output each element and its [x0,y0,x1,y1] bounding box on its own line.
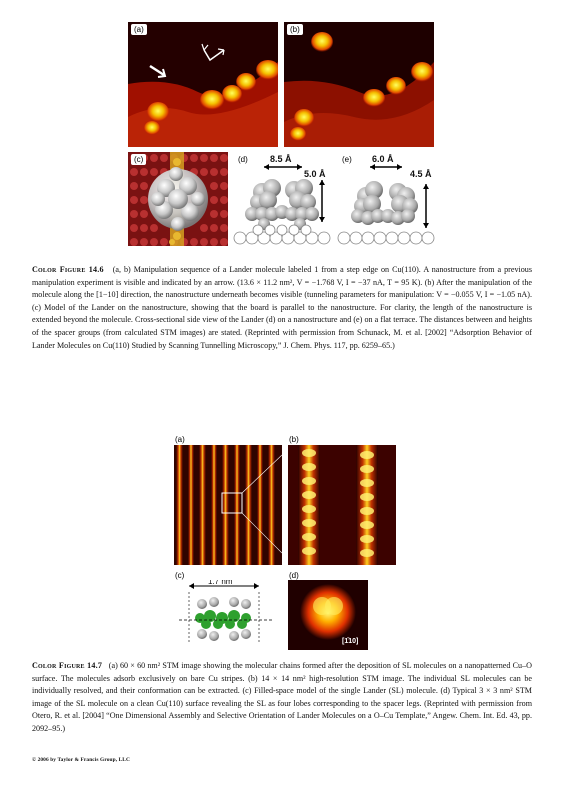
cross-section-e-graphic [336,152,436,246]
height-label-d: 5.0 Å [304,169,326,179]
panel-label-e: (e) [342,155,352,164]
panel-label-c: (c) [131,154,146,165]
stm-image-b-graphic [284,22,434,147]
stm-image-b [284,22,434,147]
width-label-d: 8.5 Å [270,154,292,164]
height-label-e: 4.5 Å [410,169,432,179]
filled-space-model-c [174,580,282,650]
cross-section-d [232,152,332,246]
cross-section-d-graphic [232,152,332,246]
panel-label-b: (b) [287,24,303,35]
stm-image-a [128,22,278,147]
stm-image-single-molecule-d [288,580,368,650]
stm-image-chains-a [174,445,282,565]
stm-image-chains-a-graphic [174,445,282,565]
figure-label-2: Color Figure 14.7 [32,661,103,670]
cross-section-e [336,152,436,246]
panel-label-c2: (c) [175,571,185,580]
stm-image-chains-b [288,445,396,565]
figure-label: Color Figure 14.6 [32,265,104,274]
scale-label: 1.7 nm [208,580,233,586]
panel-label-a: (a) [131,24,147,35]
direction-label: [1̄10] [342,638,359,645]
arrow-icon [128,22,278,147]
copyright-footer: © 2006 by Taylor & Francis Group, LLC [32,757,130,763]
panel-label-a2-outer: (a) [175,435,185,444]
panel-label-d2: (d) [289,571,299,580]
panel-label-d: (d) [238,155,248,164]
figure-caption-text-2: (a) 60 × 60 nm² STM image showing the molecular chains formed after the deposition of SL molecules on a nanopatterned Cu–O surface. The molecules adsorb exclusively on bare Cu stripes. (b) 14 × 14 nm² high-resolution STM image. The individual SL molecules can be individually resolved, and their conformation can be extracted. (c) Filled-space model of the single Lander (SL) molecule. (d) Typical 3 × 3 nm² STM image of the SL molecule on a clean Cu(110) surface revealing the SL as four lobes corresponding to the spacer legs. (Reprinted with permission from Otero, R. et al. [2004] “One Dimensional Assembly and Selective Orientation of Lander Molecules on a O–Cu Template,” Angew. Chem. Int. Ed. 43, pp. 2092–95.) [32,661,532,733]
panel-label-b2: (b) [289,435,299,444]
figure-caption-text: (a, b) Manipulation sequence of a Lander molecule labeled 1 from a step edge on Cu(110). A nanostructure from a previous manipulation experiment is visible and indicated by an arrow. (13.6 × 11.2 nm², V = −1.768 V, I = −37 nA, T = 95 K). (b) After the manipulation of the molecule along the [1−10] direction, the nanostructure underneath becomes visible (tunneling parameters for manipulation: V = −0.055 V, I = −1.05 nA). (c) Model of the Lander on the nanostructure, showing that the board is parallel to the nanostructure. For clarity, the length of the nanostructure is extended beyond the molecule. Cross-sectional side view of the Lander (d) on a nanostructure and (e) on a flat terrace. The distances between and heights of the spacer groups (from calculated STM images) are stated. (Reprinted with permission from Schunack, M. et al. [2002] “Adsorption Behavior of Lander Molecules on Cu(110) Studied by Scanning Tunnelling Microscopy,” J. Chem. Phys. 117, pp. 6259–65.) [32,265,532,350]
stm-image-chains-b-graphic [288,445,396,565]
figure-caption-14-7 [32,660,532,736]
lander-on-nanostructure-model [128,152,228,246]
figure-caption-14-6 [32,264,532,352]
molecule-model-c [128,152,228,246]
width-label-e: 6.0 Å [372,154,394,164]
filled-space-model-graphic [174,580,282,650]
